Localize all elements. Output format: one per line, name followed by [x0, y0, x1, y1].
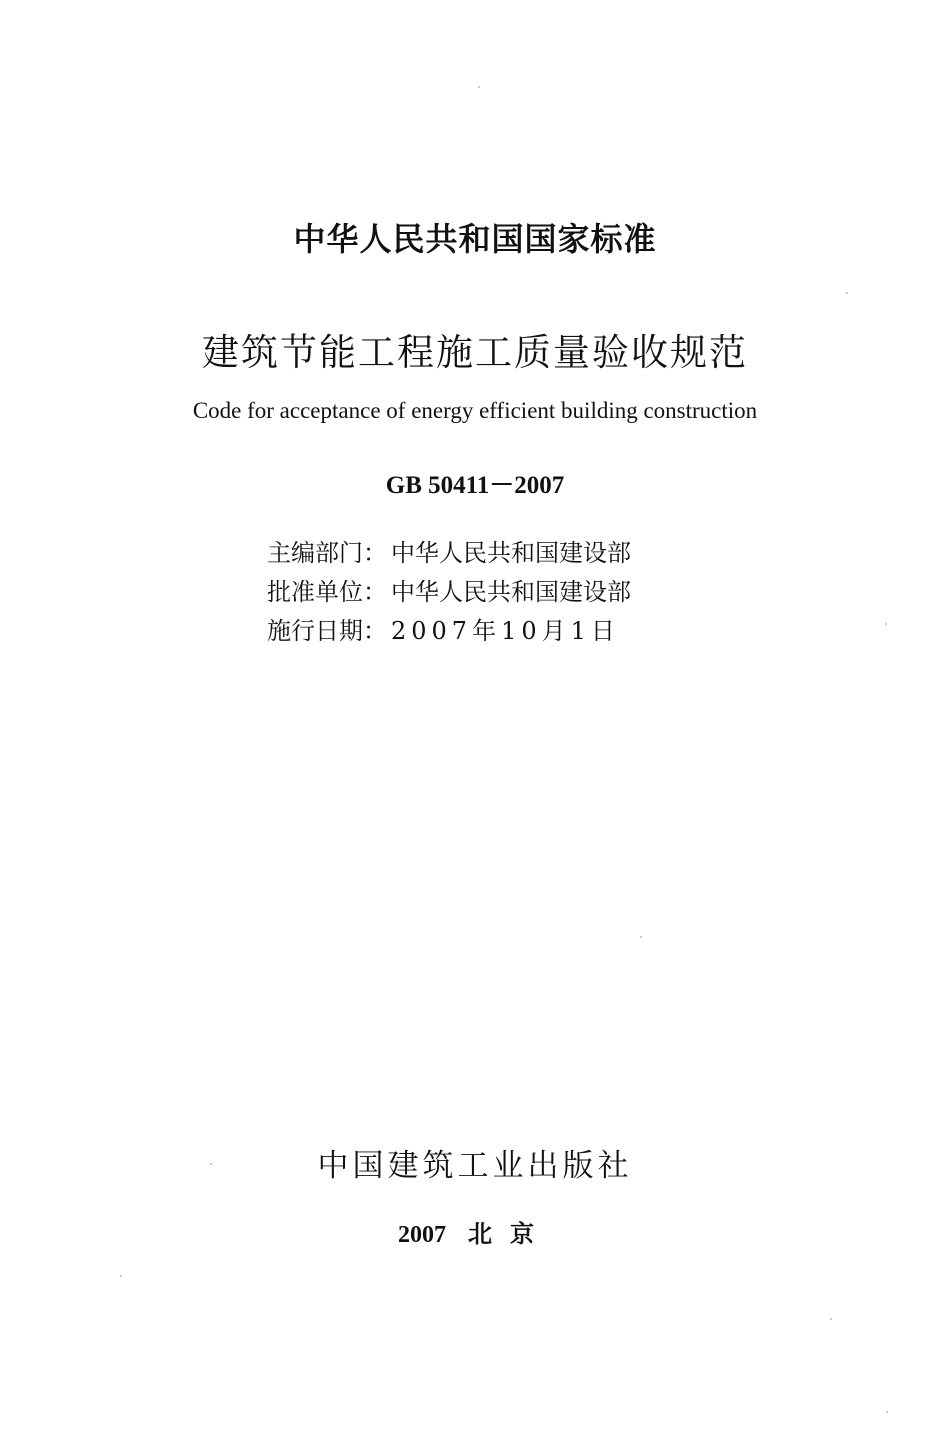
title-chinese: 建筑节能工程施工质量验收规范: [202, 331, 748, 374]
publication-line: [0, 1214, 950, 1249]
publication-year: 2007: [398, 1222, 446, 1248]
info-label: 主编部门：: [267, 539, 387, 567]
info-label: 批准单位：: [267, 578, 387, 606]
info-row-editor: [267, 534, 631, 573]
scan-speck: [830, 1318, 832, 1320]
title-english: Code for acceptance of energy efficient building construction: [192, 398, 758, 423]
info-value: 2007年10月1日: [391, 617, 620, 645]
scan-speck: [210, 1163, 212, 1165]
scan-speck: [120, 1275, 122, 1277]
standard-series-heading: 中华人民共和国国家标准: [293, 220, 657, 258]
standard-code: GB 50411－2007: [385, 472, 565, 499]
info-label: 施行日期：: [267, 617, 387, 645]
scan-speck: [886, 1411, 888, 1413]
scan-speck: [846, 292, 848, 294]
info-row-effective-date: [267, 612, 631, 651]
scan-speck: [640, 936, 642, 938]
info-row-approver: [267, 573, 631, 612]
publication-city: 北京: [468, 1219, 552, 1248]
info-value: 中华人民共和国建设部: [391, 539, 631, 567]
publisher-name: 中国建筑工业出版社: [317, 1148, 633, 1184]
scan-speck: [478, 86, 480, 88]
info-value: 中华人民共和国建设部: [391, 578, 631, 606]
info-block: [267, 534, 631, 651]
scan-speck: [885, 623, 887, 625]
